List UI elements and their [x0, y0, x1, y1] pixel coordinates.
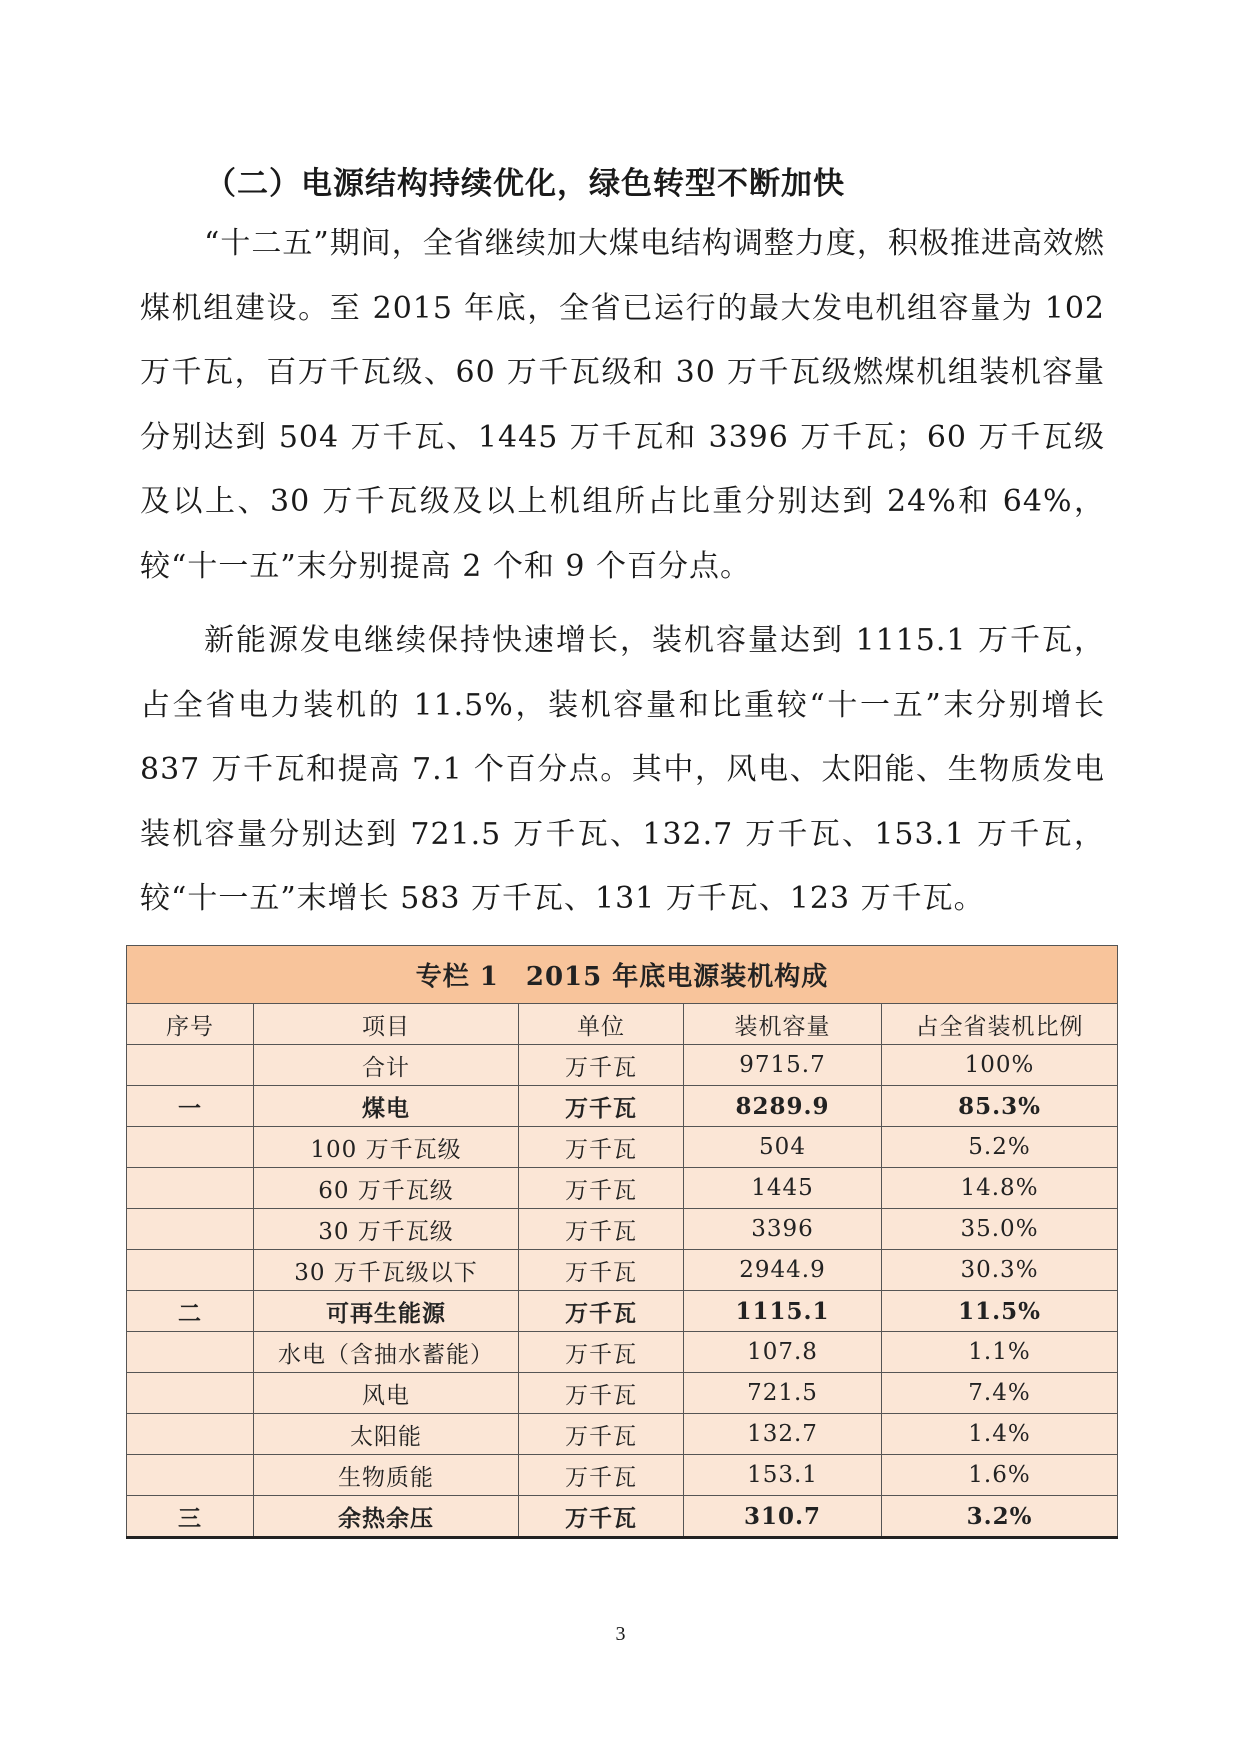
cell-item: 100 万千瓦级: [254, 1127, 519, 1168]
cell-capacity: 2944.9: [684, 1250, 882, 1291]
cell-share: 1.4%: [882, 1414, 1118, 1455]
cell-share: 5.2%: [882, 1127, 1118, 1168]
cell-item: 30 万千瓦级: [254, 1209, 519, 1250]
section-heading: （二）电源结构持续优化，绿色转型不断加快: [205, 166, 845, 202]
cell-capacity: 8289.9: [684, 1086, 882, 1127]
cell-capacity: 1115.1: [684, 1291, 882, 1332]
cell-item: 30 万千瓦级以下: [254, 1250, 519, 1291]
cell-capacity: 1445: [684, 1168, 882, 1209]
cell-index: 二: [127, 1291, 254, 1332]
cell-capacity: 132.7: [684, 1414, 882, 1455]
cell-item: 合计: [254, 1045, 519, 1086]
cell-capacity: 310.7: [684, 1496, 882, 1538]
cell-unit: 万千瓦: [519, 1127, 684, 1168]
table-header-row: [127, 1004, 1118, 1045]
table-row: [127, 1373, 1118, 1414]
cell-item: 水电（含抽水蓄能）: [254, 1332, 519, 1373]
cell-capacity: 107.8: [684, 1332, 882, 1373]
cell-share: 14.8%: [882, 1168, 1118, 1209]
table-row: [127, 1168, 1118, 1209]
header-unit: 单位: [519, 1004, 684, 1045]
cell-index: 一: [127, 1086, 254, 1127]
header-share: 占全省装机比例: [882, 1004, 1118, 1045]
cell-unit: 万千瓦: [519, 1414, 684, 1455]
cell-capacity: 504: [684, 1127, 882, 1168]
header-capacity: 装机容量: [684, 1004, 882, 1045]
cell-share: 11.5%: [882, 1291, 1118, 1332]
cell-index: [127, 1209, 254, 1250]
cell-item: 可再生能源: [254, 1291, 519, 1332]
table-row: [127, 1086, 1118, 1127]
table-row: [127, 1414, 1118, 1455]
cell-index: [127, 1455, 254, 1496]
table-row: [127, 1291, 1118, 1332]
cell-share: 7.4%: [882, 1373, 1118, 1414]
cell-capacity: 721.5: [684, 1373, 882, 1414]
table-row: [127, 1127, 1118, 1168]
page-number: 3: [615, 1623, 626, 1645]
cell-index: 三: [127, 1496, 254, 1538]
cell-unit: 万千瓦: [519, 1168, 684, 1209]
cell-unit: 万千瓦: [519, 1496, 684, 1538]
cell-capacity: 9715.7: [684, 1045, 882, 1086]
cell-capacity: 3396: [684, 1209, 882, 1250]
cell-index: [127, 1250, 254, 1291]
cell-unit: 万千瓦: [519, 1332, 684, 1373]
cell-index: [127, 1332, 254, 1373]
cell-capacity: 153.1: [684, 1455, 882, 1496]
cell-share: 1.1%: [882, 1332, 1118, 1373]
paragraph-coal-power: “十二五”期间，全省继续加大煤电结构调整力度，积极推进高效燃煤机组建设。至 2015 年底，全省已运行的最大发电机组容量为 102 万千瓦，百万千瓦级、60 万千瓦级和 30 万千瓦级燃煤机组装机容量分别达到 504 万千瓦、1445 万千瓦和 3396 万千瓦；60 万千瓦级及以上、30 万千瓦级及以上机组所占比重分别达到 24%和 64%，较“十一五”末分别提高 2 个和 9 个百分点。: [140, 226, 1105, 584]
cell-unit: 万千瓦: [519, 1086, 684, 1127]
header-index: 序号: [127, 1004, 254, 1045]
cell-share: 85.3%: [882, 1086, 1118, 1127]
table-row: [127, 1250, 1118, 1291]
cell-index: [127, 1168, 254, 1209]
cell-share: 1.6%: [882, 1455, 1118, 1496]
cell-item: 余热余压: [254, 1496, 519, 1538]
paragraph-new-energy: 新能源发电继续保持快速增长，装机容量达到 1115.1 万千瓦，占全省电力装机的 11.5%，装机容量和比重较“十一五”末分别增长 837 万千瓦和提高 7.1 个百分点。其中，风电、太阳能、生物质发电装机容量分别达到 721.5 万千瓦、132.7 万千瓦、153.1 万千瓦，较“十一五”末增长 583 万千瓦、131 万千瓦、123 万千瓦。: [140, 623, 1105, 917]
cell-unit: 万千瓦: [519, 1250, 684, 1291]
cell-item: 风电: [254, 1373, 519, 1414]
header-item: 项目: [254, 1004, 519, 1045]
cell-share: 30.3%: [882, 1250, 1118, 1291]
cell-item: 60 万千瓦级: [254, 1168, 519, 1209]
table-row: [127, 1045, 1118, 1086]
table-row: [127, 1209, 1118, 1250]
cell-index: [127, 1127, 254, 1168]
table-row: [127, 1455, 1118, 1496]
table-title-row: [127, 946, 1118, 1004]
cell-unit: 万千瓦: [519, 1455, 684, 1496]
cell-unit: 万千瓦: [519, 1209, 684, 1250]
cell-index: [127, 1045, 254, 1086]
cell-item: 煤电: [254, 1086, 519, 1127]
power-capacity-table: [126, 945, 1118, 1539]
cell-item: 生物质能: [254, 1455, 519, 1496]
cell-unit: 万千瓦: [519, 1373, 684, 1414]
cell-index: [127, 1373, 254, 1414]
table-row: [127, 1332, 1118, 1373]
table-row: [127, 1496, 1118, 1538]
cell-index: [127, 1414, 254, 1455]
cell-unit: 万千瓦: [519, 1045, 684, 1086]
cell-share: 35.0%: [882, 1209, 1118, 1250]
cell-unit: 万千瓦: [519, 1291, 684, 1332]
table-title: 专栏 1 2015 年底电源装机构成: [127, 946, 1118, 1004]
cell-share: 3.2%: [882, 1496, 1118, 1538]
cell-share: 100%: [882, 1045, 1118, 1086]
cell-item: 太阳能: [254, 1414, 519, 1455]
